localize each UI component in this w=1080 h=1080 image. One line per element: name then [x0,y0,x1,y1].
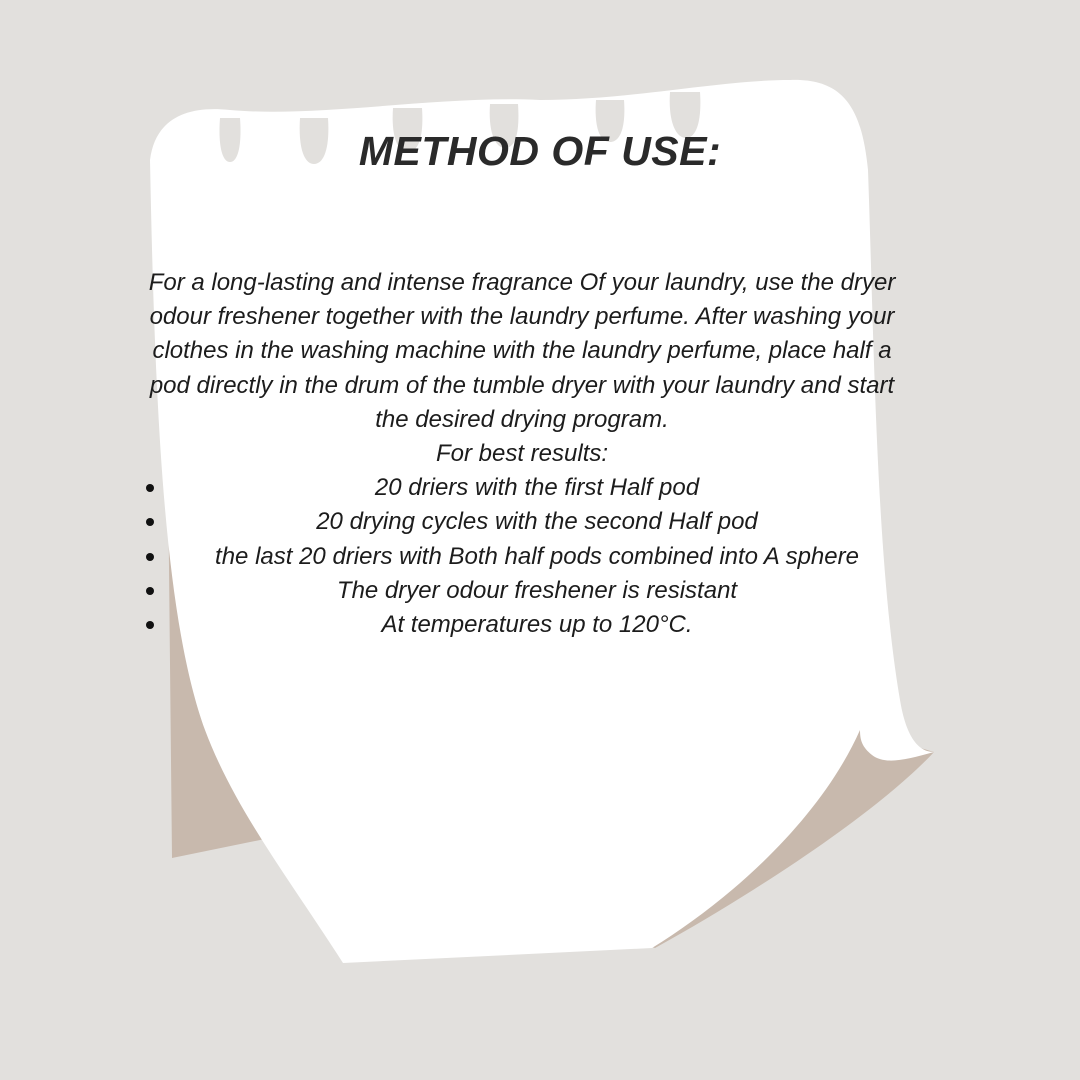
best-results-label: For best results: [435,440,609,468]
instructions-text [138,266,906,642]
list-item: the last 20 driers with Both half pods combined into A sphere [138,540,906,574]
list-item: At temperatures up to 120°C. [138,608,906,642]
intro-paragraph: For a long-lasting and intense fragrance Of your laundry, use the dryer odour freshener together with the laundry perfume. After washing your clothes in the washing machine with the laundry perfume, place half a pod directly in the drum of the tumble dryer with your laundry and start the desired drying program. [148,269,896,433]
results-list [138,471,906,642]
list-item: 20 driers with the first Half pod [138,471,906,505]
list-item: The dryer odour freshener is resistant [138,574,906,608]
list-item: 20 drying cycles with the second Half pod [138,505,906,539]
method-of-use-title: METHOD OF USE: [358,128,722,174]
